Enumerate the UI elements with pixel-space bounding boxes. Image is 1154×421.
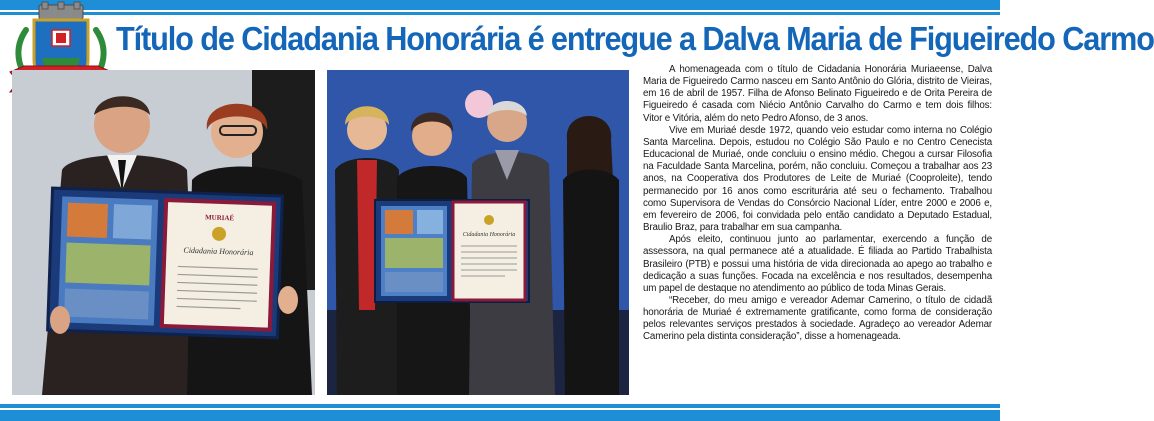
top-thin-band [0, 12, 1000, 15]
top-color-band [0, 0, 1000, 10]
article-paragraph-3: Após eleito, continuou junto ao parlamentar, exercendo a função de assessora, na qual permanece até a atualidade. É filiada ao Partido Trabalhista Brasileiro (PTB) e possui uma história de vida direcionada ao apego ao trabalho e dedicação a suas funções. Focada na excelência e nos resultados, desempenha um papel de destaque no atendimento ao público de toda Minas Gerais. [643, 234, 992, 294]
headline: Título de Cidadania Honorária é entregue a Dalva Maria de Figueiredo Carmo [116, 20, 1154, 57]
article-paragraph-4: “Receber, do meu amigo e vereador Ademar Camerino, o título de cidadã honorária de Muriaé é extremamente gratificante, como forma de consideração pelos relevantes serviços prestados à sociedade. Agradeço ao vereador Ademar Camerino pela distinta consideração”, disse a homenageada. [643, 294, 992, 343]
certificate-title-right: Cidadania Honorária [462, 232, 516, 238]
bottom-thin-band [0, 404, 1000, 408]
article-body [643, 64, 992, 404]
group-photo-icon [327, 70, 629, 395]
certificate-title-left: Cidadania Honorária [183, 245, 254, 258]
article-paragraph-1: A homenageada com o título de Cidadania Honorária Muriaeense, Dalva Maria de Figueiredo Carmo nasceu em Santo Antônio do Glória, distrito de Vieiras, em 16 de abril de 1957. Filha de Afonso Belinato Figueiredo e de Orita Pereira de Figueiredo é casada com Niécio Antônio Carvalho do Carmo e tem dois filhos: Vitor e Vitória, além do neto Pedro Afonso, de 3 anos. [643, 64, 992, 124]
article-paragraph-2: Vive em Muriaé desde 1972, quando veio estudar como interna no Colégio Santa Marcelina. Depois, estudou no Colégio São Paulo e no Centro Cenecista Educacional de Muriaé, onde concluiu o ensino médio. Chegou a cursar Filosofia na Faculdade Santa Marcelina, porém, não concluiu. Começou a trabalhar aos 23 anos, na Cooperativa dos Produtores de Leite de Muriaé (Cooproleite), tendo permanecido por 16 anos como escriturária até seu o fechamento. Trabalhou como Supervisora de Vendas do Consórcio Nacional Líder, entre 2000 e 2006 e, em fevereiro de 2006, foi convidada pelo então candidato a Deputado Estadual, Braulio Braz, para trabalhar em sua campanha. [643, 124, 992, 234]
certificate-header-left: MURIAÉ [204, 213, 235, 223]
ceremony-photo-icon [12, 70, 315, 395]
bottom-color-band [0, 410, 1000, 421]
